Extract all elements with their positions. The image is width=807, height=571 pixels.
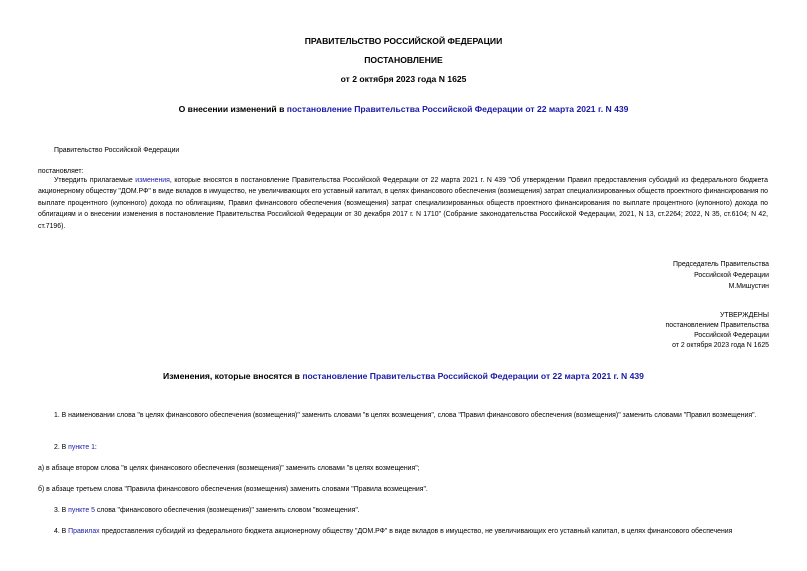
item-4 bbox=[38, 526, 791, 537]
item-3-link[interactable]: пункте 5 bbox=[68, 507, 95, 514]
changes-title-link[interactable]: постановление Правительства Российской Федерации от 22 марта 2021 г. N 439 bbox=[302, 371, 644, 381]
signature-name: М.Мишустин bbox=[728, 283, 769, 290]
item-2-prefix: 2. В bbox=[54, 444, 69, 451]
issuer-text: Правительство Российской Федерации bbox=[54, 147, 180, 154]
title-link[interactable]: постановление Правительства Российской Федерации от 22 марта 2021 г. N 439 bbox=[286, 104, 629, 114]
p1-changes-link[interactable]: изменения bbox=[135, 177, 170, 184]
changes-title bbox=[0, 371, 807, 382]
item-4-link[interactable]: Правилах bbox=[68, 528, 100, 535]
document-type: ПОСТАНОВЛЕНИЕ bbox=[364, 55, 443, 65]
item-2 bbox=[38, 442, 768, 453]
p1-text-a: Утвердить прилагаемые bbox=[54, 177, 136, 184]
item-2a: а) в абзаце втором слова "в целях финансового обеспечения (возмещения)" заменить словами "в целях возмещения"; bbox=[38, 465, 420, 472]
decides-text: постановляет: bbox=[38, 168, 84, 175]
item-2b: б) в абзаце третьем слова "Правила финансового обеспечения (возмещения) заменить словами "Правила возмещения". bbox=[38, 486, 428, 493]
approval-org: Российской Федерации bbox=[694, 332, 769, 339]
government-heading: ПРАВИТЕЛЬСТВО РОССИЙСКОЙ ФЕДЕРАЦИИ bbox=[304, 36, 503, 46]
signature-org: Российской Федерации bbox=[694, 272, 769, 279]
item-3-suffix: слова "финансового обеспечения (возмещения)" заменить словом "возмещения". bbox=[94, 507, 360, 514]
item-2-link[interactable]: пункте 1 bbox=[68, 444, 95, 451]
item-2-suffix: : bbox=[94, 444, 97, 451]
approval-by: постановлением Правительства bbox=[665, 322, 769, 329]
document-title bbox=[0, 104, 807, 115]
item-1: 1. В наименовании слова "в целях финансового обеспечения (возмещения)" заменить словами "в целях возмещения", слова "Правил финансового обеспечения (возмещения)" заменить словами "Правил возмещения". bbox=[54, 412, 757, 419]
item-3-prefix: 3. В bbox=[54, 507, 69, 514]
changes-title-prefix: Изменения, которые вносятся в bbox=[163, 371, 303, 381]
approval-date: от 2 октября 2023 года N 1625 bbox=[672, 342, 769, 349]
item-4-prefix: 4. В bbox=[54, 528, 69, 535]
approval-label: УТВЕРЖДЕНЫ bbox=[720, 312, 769, 319]
resolution-paragraph bbox=[38, 175, 768, 232]
item-3 bbox=[38, 505, 768, 516]
p1-text-b: , которые вносятся в постановление Правительства Российской Федерации от 22 марта 2021 г. N 439 "Об утверждении Правил предоставления субсидий из федерального бюджета акционерному обществу "ДОМ.РФ" в виде вкладов в имущество, не увеличивающих его уставный капитал, в целях финансового обеспечения (возмещения) затрат специализированных обществ проектного финансирования по выплате процентного (купонного) дохода по облигациям, Правил финансового обеспечения (возмещения) затрат специализированных обществ проектного финансирования по выплате процентного (купонного) дохода по облигациям и о внесении изменения в постановление Правительства Российской Федерации от 30 декабря 2017 г. N 1710" (Собрание законодательства Российской Федерации, 2021, N 13, ст.2264; 2022, N 35, ст.6104; N 42, ст.7196). bbox=[38, 177, 768, 230]
item-4-suffix: предоставления субсидий из федерального бюджета акционерному обществу "ДОМ.РФ" в виде вкладов в имущество, не увеличивающих его уставный капитал, в целях финансового обеспечения bbox=[99, 528, 733, 535]
signature-title: Председатель Правительства bbox=[673, 261, 769, 268]
title-prefix: О внесении изменений в bbox=[178, 104, 287, 114]
document-date-number: от 2 октября 2023 года N 1625 bbox=[340, 74, 467, 84]
